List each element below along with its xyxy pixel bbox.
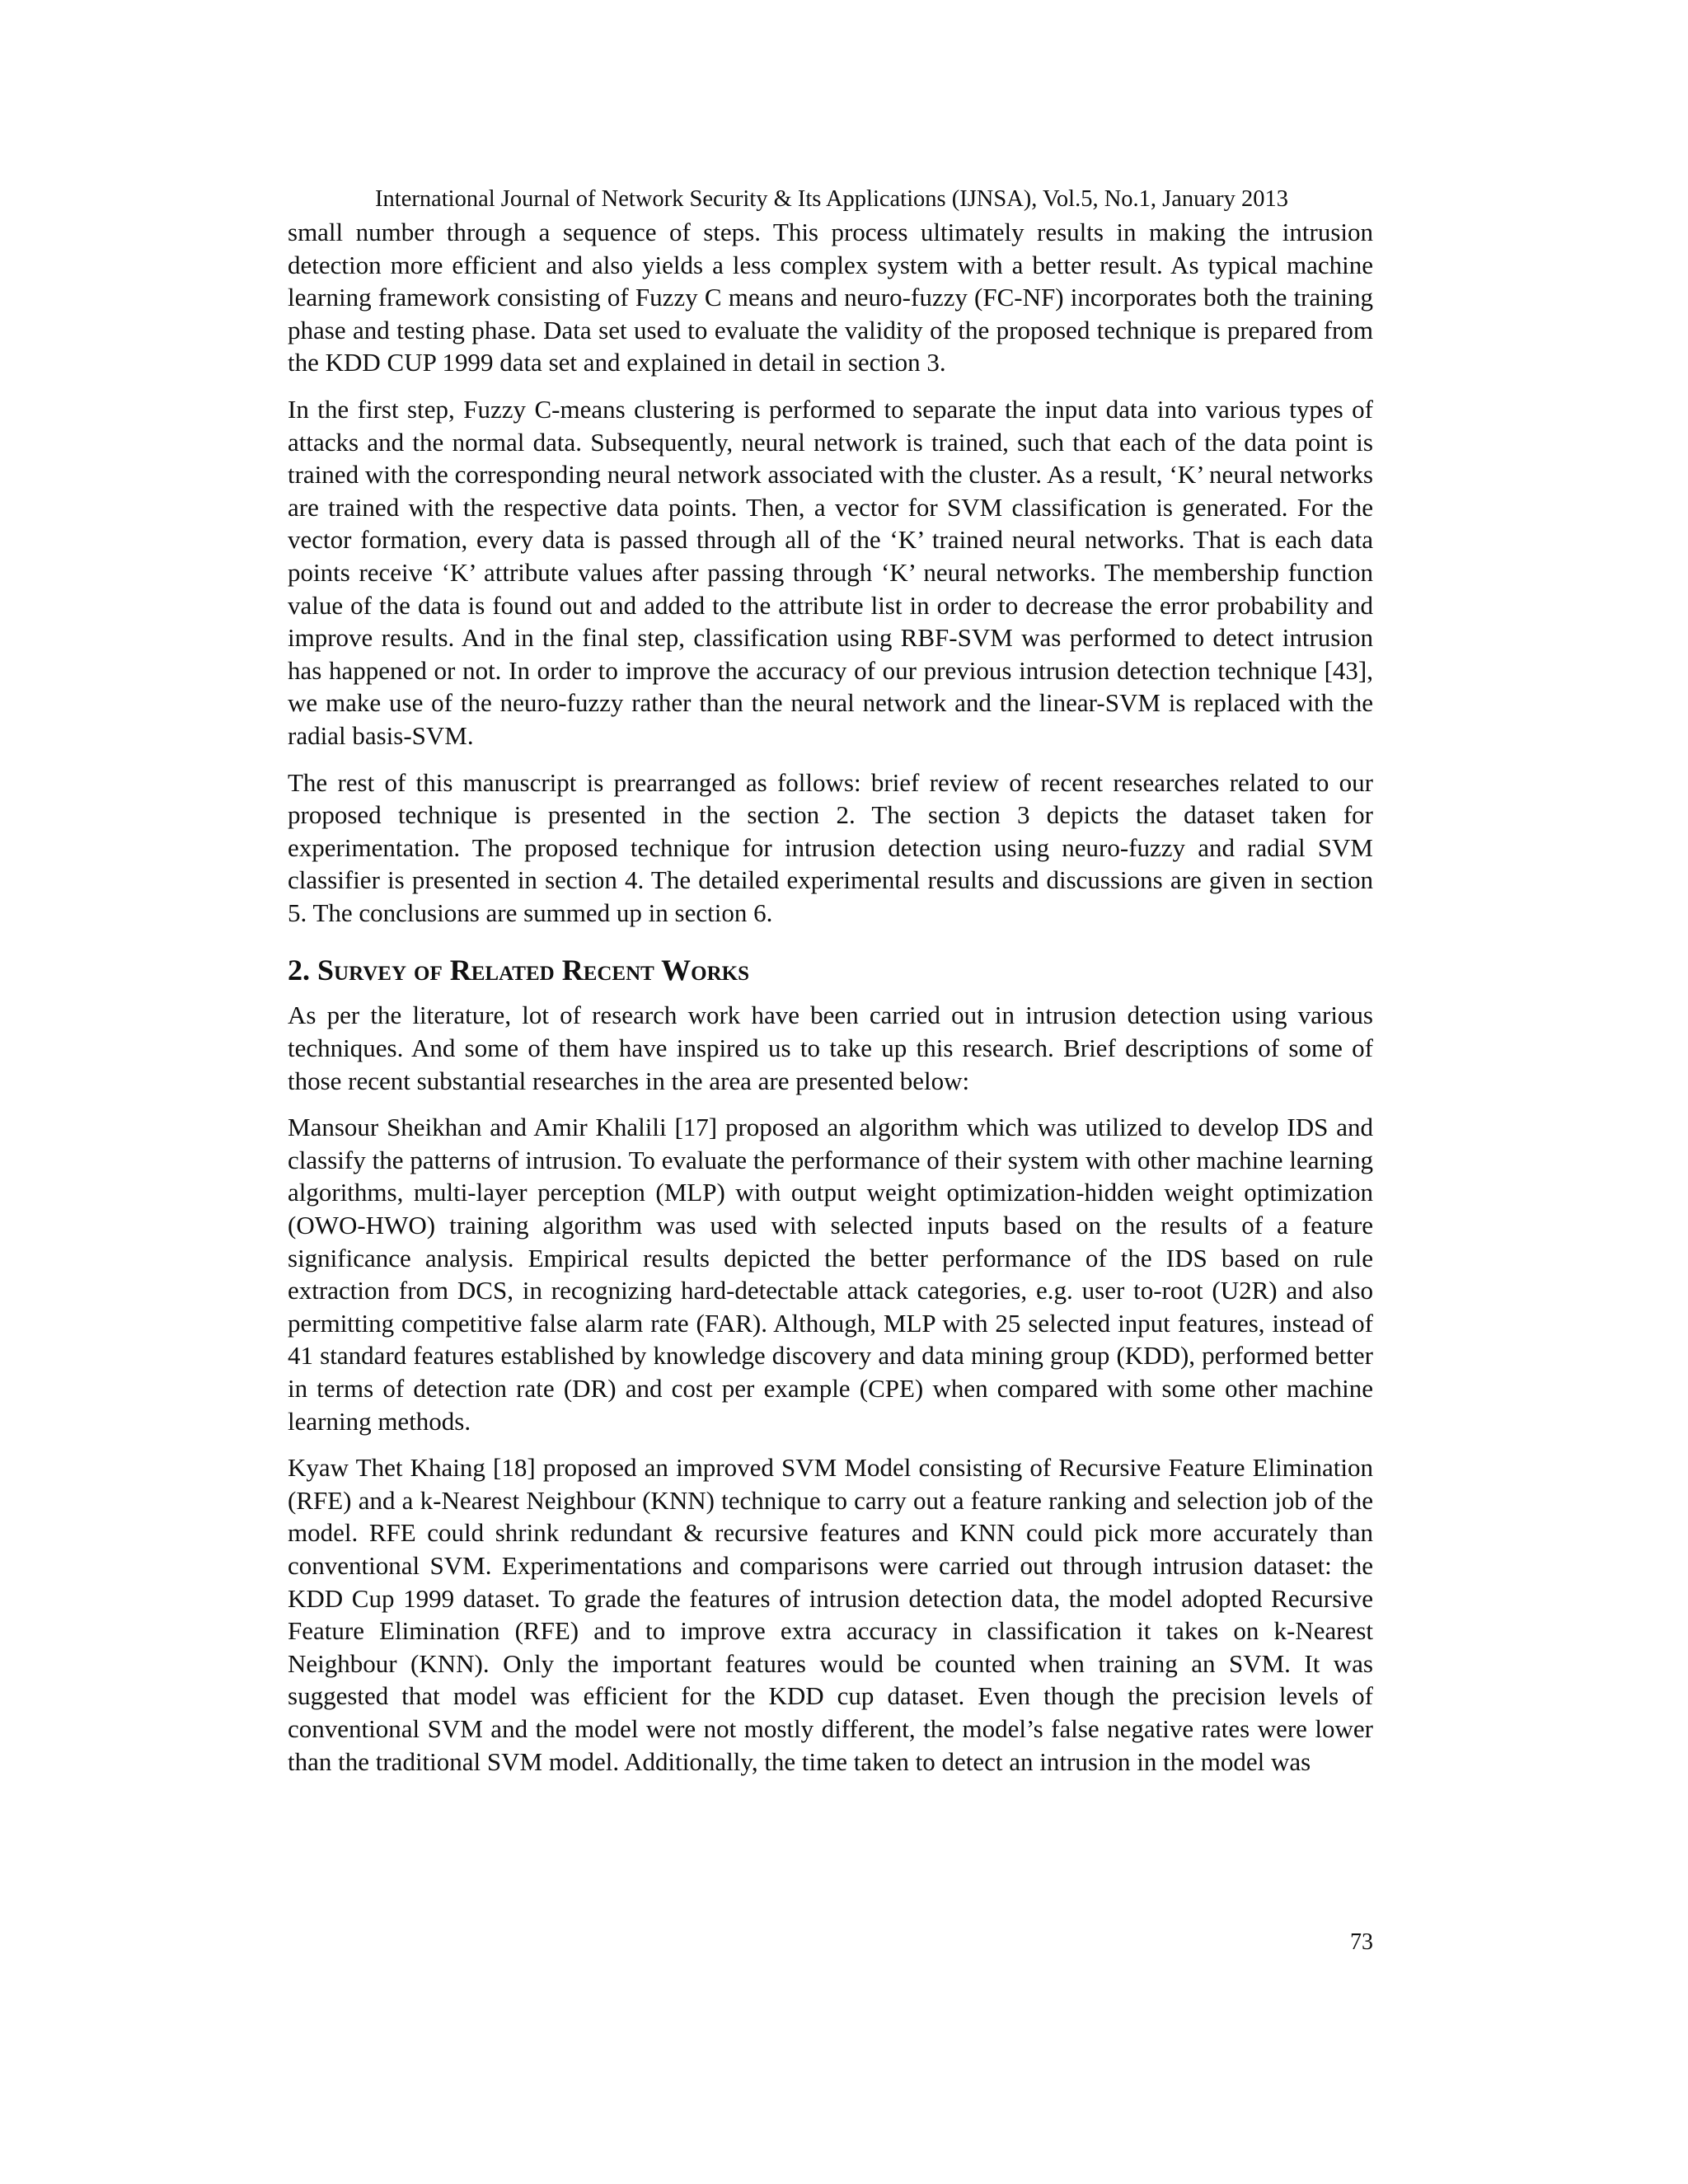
section-heading — [288, 953, 1373, 987]
paragraph-sheikhan-khalili: Mansour Sheikhan and Amir Khalili [17] proposed an algorithm which was utilized to develop IDS and classify the patterns of intrusion. To evaluate the performance of their system with other machine learning algorithms, multi-layer perception (MLP) with output weight optimization-hidden weight optimization (OWO-HWO) training algorithm was used with selected inputs based on the results of a feature significance analysis. Empirical results depicted the better performance of the IDS based on rule extraction from DCS, in recognizing hard-detectable attack categories, e.g. user to-root (U2R) and also permitting competitive false alarm rate (FAR). Although, MLP with 25 selected input features, instead of 41 standard features established by knowledge discovery and data mining group (KDD), performed better in terms of detection rate (DR) and cost per example (CPE) when compared with some other machine learning methods. — [288, 1113, 1373, 1436]
main-content — [288, 216, 1373, 1792]
paragraph-khaing: Kyaw Thet Khaing [18] proposed an improved SVM Model consisting of Recursive Feature Elimination (RFE) and a k-Nearest Neighbour (KNN) technique to carry out a feature ranking and selection job of the model. RFE could shrink redundant & recursive features and KNN could pick more accurately than conventional SVM. Experimentations and comparisons were carried out through intrusion dataset: the KDD Cup 1999 dataset. To grade the features of intrusion detection data, the model adopted Recursive Feature Elimination (RFE) and to improve extra accuracy in classification it takes on k-Nearest Neighbour (KNN). Only the important features would be counted when training an SVM. It was suggested that model was efficient for the KDD cup dataset. Even though the precision levels of conventional SVM and the model were not mostly different, the model’s false negative rates were lower than the traditional SVM model. Additionally, the time taken to detect an intrusion in the model was — [288, 1453, 1373, 1776]
section-title: Survey of Related Recent Works — [317, 954, 750, 987]
running-header: International Journal of Network Security & Its Applications (IJNSA), Vol.5, No.1, January 2013 — [375, 186, 1288, 212]
paragraph-literature-intro: As per the literature, lot of research work have been carried out in intrusion detection using various techniques. And some of them have inspired us to take up this research. Brief descriptions of some of those recent substantial researches in the area are presented below: — [288, 1001, 1373, 1095]
page-number: 73 — [1350, 1929, 1373, 1955]
paragraph-intro-continuation: small number through a sequence of steps. This process ultimately results in making the intrusion detection more efficient and also yields a less complex system with a better result. As typical machine learning framework consisting of Fuzzy C means and neuro-fuzzy (FC-NF) incorporates both the training phase and testing phase. Data set used to evaluate the validity of the proposed technique is prepared from the KDD CUP 1999 data set and explained in detail in section 3. — [288, 218, 1373, 377]
section-number: 2. — [288, 954, 310, 987]
paragraph-method-steps: In the first step, Fuzzy C-means clustering is performed to separate the input data into various types of attacks and the normal data. Subsequently, neural network is trained, such that each of the data point is trained with the corresponding neural network associated with the cluster. As a result, ‘K’ neural networks are trained with the respective data points. Then, a vector for SVM classification is generated. For the vector formation, every data is passed through all of the ‘K’ trained neural networks. That is each data points receive ‘K’ attribute values after passing through ‘K’ neural networks. The membership function value of the data is found out and added to the attribute list in order to decrease the error probability and improve results. And in the final step, classification using RBF-SVM was performed to detect intrusion has happened or not. In order to improve the accuracy of our previous intrusion detection technique [43], we make use of the neuro-fuzzy rather than the neural network and the linear-SVM is replaced with the radial basis-SVM. — [288, 394, 1373, 750]
paragraph-manuscript-outline: The rest of this manuscript is prearranged as follows: brief review of recent researches related to our proposed technique is presented in the section 2. The section 3 depicts the dataset taken for experimentation. The proposed technique for intrusion detection using neuro-fuzzy and radial SVM classifier is presented in section 4. The detailed experimental results and discussions are given in section 5. The conclusions are summed up in section 6. — [288, 767, 1373, 927]
